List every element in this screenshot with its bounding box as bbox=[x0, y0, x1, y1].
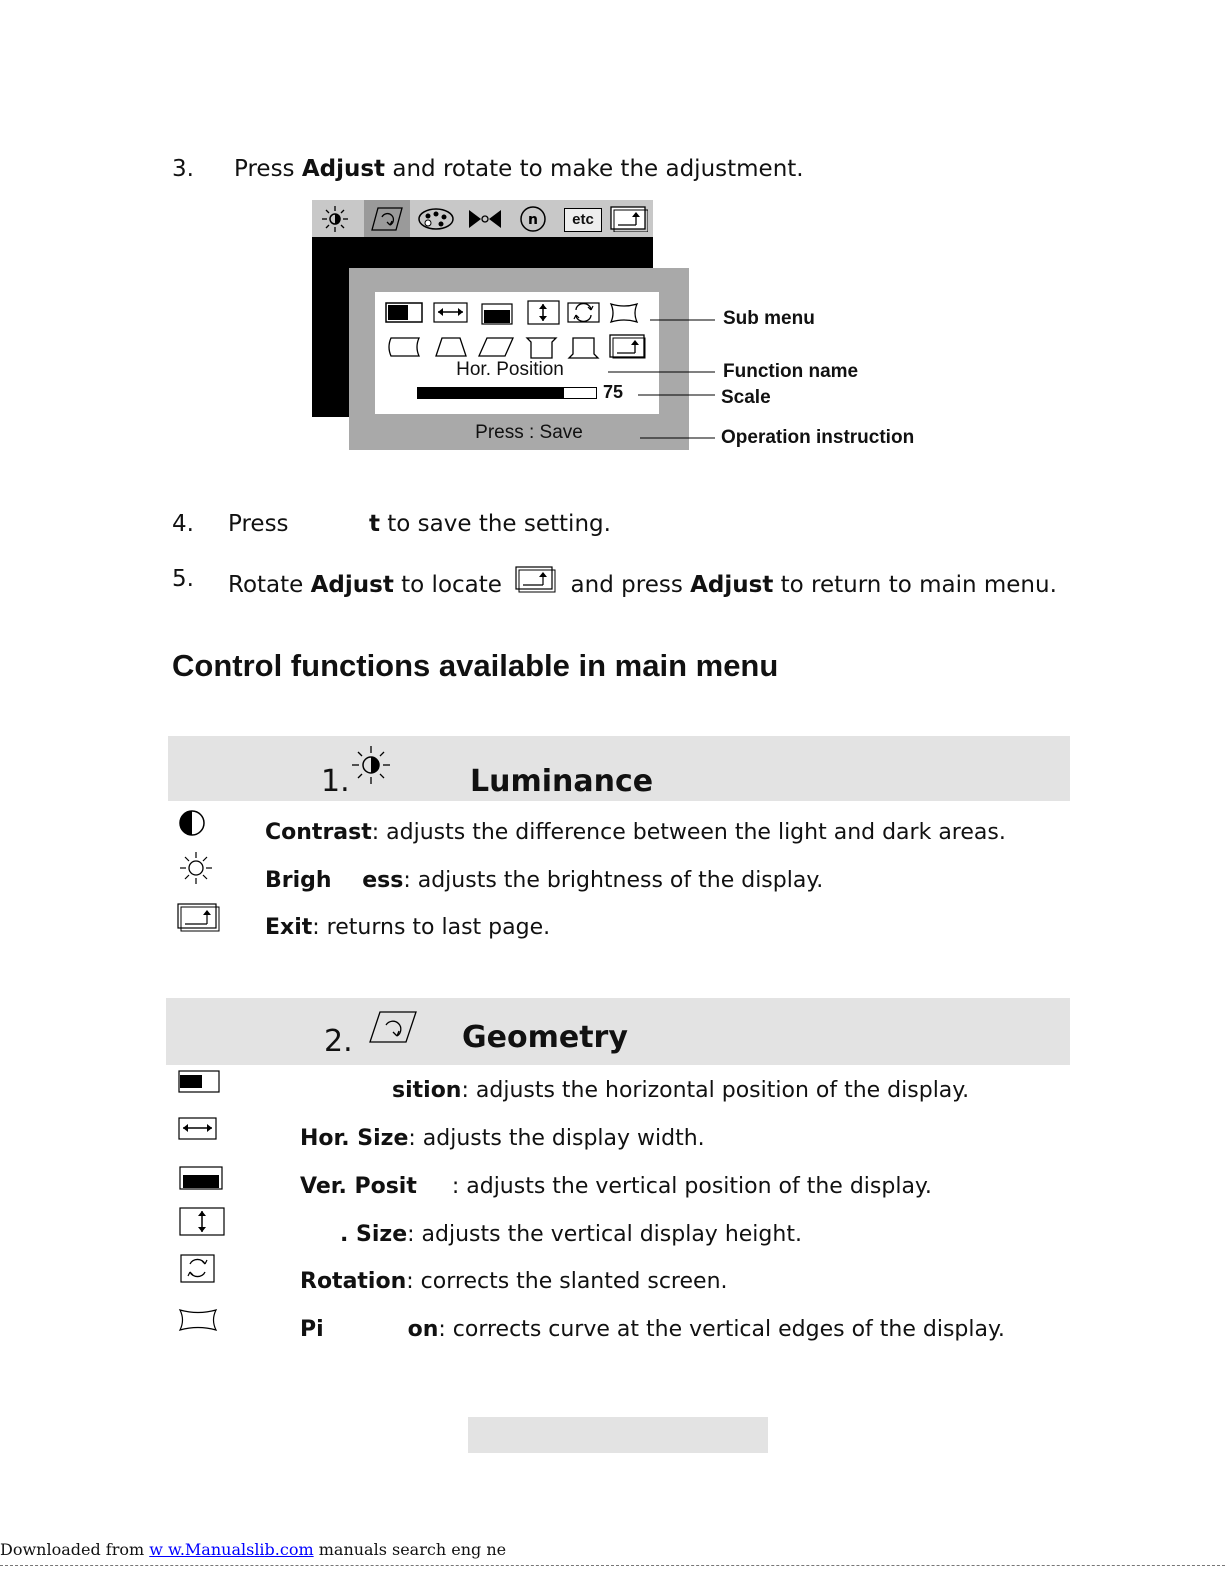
geometry-icon bbox=[368, 1010, 418, 1044]
callout-operation-instruction: Operation instruction bbox=[721, 427, 915, 448]
hor-size-icon bbox=[178, 1117, 218, 1141]
manualslib-link[interactable]: w w.Manualslib.com bbox=[149, 1540, 314, 1559]
step-text: Rotate bbox=[228, 572, 311, 598]
item-name: Hor. Size bbox=[300, 1126, 409, 1151]
item-description: : adjusts the brightness of the display. bbox=[403, 868, 824, 893]
osd-operation-instruction: Press : Save bbox=[475, 422, 583, 443]
step-4 bbox=[172, 511, 611, 537]
section-number: 2. bbox=[324, 1024, 353, 1059]
ver-size-row bbox=[340, 1222, 802, 1247]
item-description: : corrects curve at the vertical edges of the display. bbox=[438, 1317, 1005, 1342]
item-description: : adjusts the display width. bbox=[408, 1126, 705, 1151]
section-title: Geometry bbox=[462, 1020, 628, 1055]
page-number-box bbox=[468, 1417, 768, 1453]
item-name: Ver. Posit bbox=[300, 1174, 417, 1199]
item-description: : returns to last page. bbox=[312, 915, 551, 940]
item-description: : adjusts the difference between the light and dark areas. bbox=[371, 820, 1006, 845]
callout-sub-menu: Sub menu bbox=[723, 308, 815, 329]
item-name: Pi bbox=[300, 1317, 324, 1342]
step-5 bbox=[172, 566, 1057, 598]
callout-lines bbox=[312, 200, 932, 455]
svg-text:n: n bbox=[528, 212, 538, 228]
brightness-row bbox=[265, 868, 823, 893]
step-number: 3. bbox=[172, 156, 194, 182]
step-3 bbox=[172, 156, 804, 182]
item-name: sition bbox=[392, 1078, 462, 1103]
section-number: 1. bbox=[321, 764, 350, 799]
luminance-section-band bbox=[168, 736, 1070, 801]
footer-text: manuals search eng ne bbox=[313, 1540, 507, 1559]
step-text: Press bbox=[228, 511, 296, 537]
item-gap bbox=[324, 1317, 408, 1342]
ver-position-icon bbox=[179, 1166, 225, 1192]
rotation-icon bbox=[180, 1254, 216, 1284]
step-keyword: Adjust bbox=[301, 156, 386, 182]
ver-size-icon bbox=[179, 1207, 227, 1237]
footer-text: Downloaded from bbox=[0, 1540, 150, 1559]
step-text: to locate bbox=[393, 572, 510, 598]
step-text: to return to main menu. bbox=[773, 572, 1057, 598]
hor-size-row bbox=[300, 1126, 705, 1151]
item-description: : adjusts the vertical position of the display. bbox=[416, 1174, 932, 1199]
section-heading: Control functions available in main menu bbox=[172, 648, 779, 683]
item-description: : corrects the slanted screen. bbox=[406, 1269, 728, 1294]
brightness-icon bbox=[178, 850, 214, 886]
exit-row bbox=[265, 915, 550, 940]
item-name: Brigh ess bbox=[265, 868, 404, 893]
item-name: Contrast bbox=[265, 820, 372, 845]
luminance-icon bbox=[350, 744, 392, 786]
item-name: Exit bbox=[265, 915, 313, 940]
item-name: . Size bbox=[340, 1222, 408, 1247]
step-number: 5. bbox=[172, 566, 194, 592]
step-gap bbox=[296, 511, 369, 537]
item-name: Rotation bbox=[300, 1269, 407, 1294]
item-description: : adjusts the vertical display height. bbox=[407, 1222, 802, 1247]
step-text: Press bbox=[234, 156, 302, 182]
step-text: and press bbox=[563, 572, 691, 598]
step-keyword: t bbox=[368, 511, 380, 537]
hor-position-row bbox=[392, 1078, 969, 1103]
step-keyword: Adjust bbox=[310, 572, 394, 598]
osd-illustration bbox=[312, 200, 932, 455]
rotation-row bbox=[300, 1269, 728, 1294]
hor-position-icon bbox=[178, 1070, 222, 1094]
ver-position-row bbox=[300, 1174, 932, 1199]
item-name: on bbox=[407, 1317, 439, 1342]
contrast-icon bbox=[178, 810, 208, 838]
item-description: : adjusts the horizontal position of the display. bbox=[461, 1078, 970, 1103]
pincushion-row bbox=[300, 1317, 1005, 1342]
section-title: Luminance bbox=[470, 764, 654, 799]
contrast-row bbox=[265, 820, 1006, 845]
step-text: to save the setting. bbox=[379, 511, 611, 537]
exit-icon bbox=[177, 903, 221, 933]
callout-function-name: Function name bbox=[723, 361, 859, 382]
footer-divider bbox=[0, 1565, 1225, 1566]
callout-scale: Scale bbox=[721, 387, 771, 408]
step-number: 4. bbox=[172, 511, 194, 537]
osd-function-name: Hor. Position bbox=[456, 359, 564, 380]
step-keyword: Adjust bbox=[690, 572, 774, 598]
pincushion-icon bbox=[178, 1308, 220, 1334]
geometry-section-band bbox=[166, 998, 1070, 1065]
exit-icon bbox=[515, 566, 557, 594]
osd-scale-value: 75 bbox=[603, 382, 624, 402]
etc-icon: etc bbox=[564, 208, 602, 232]
step-text: and rotate to make the adjustment. bbox=[385, 156, 804, 182]
footer bbox=[0, 1540, 506, 1559]
